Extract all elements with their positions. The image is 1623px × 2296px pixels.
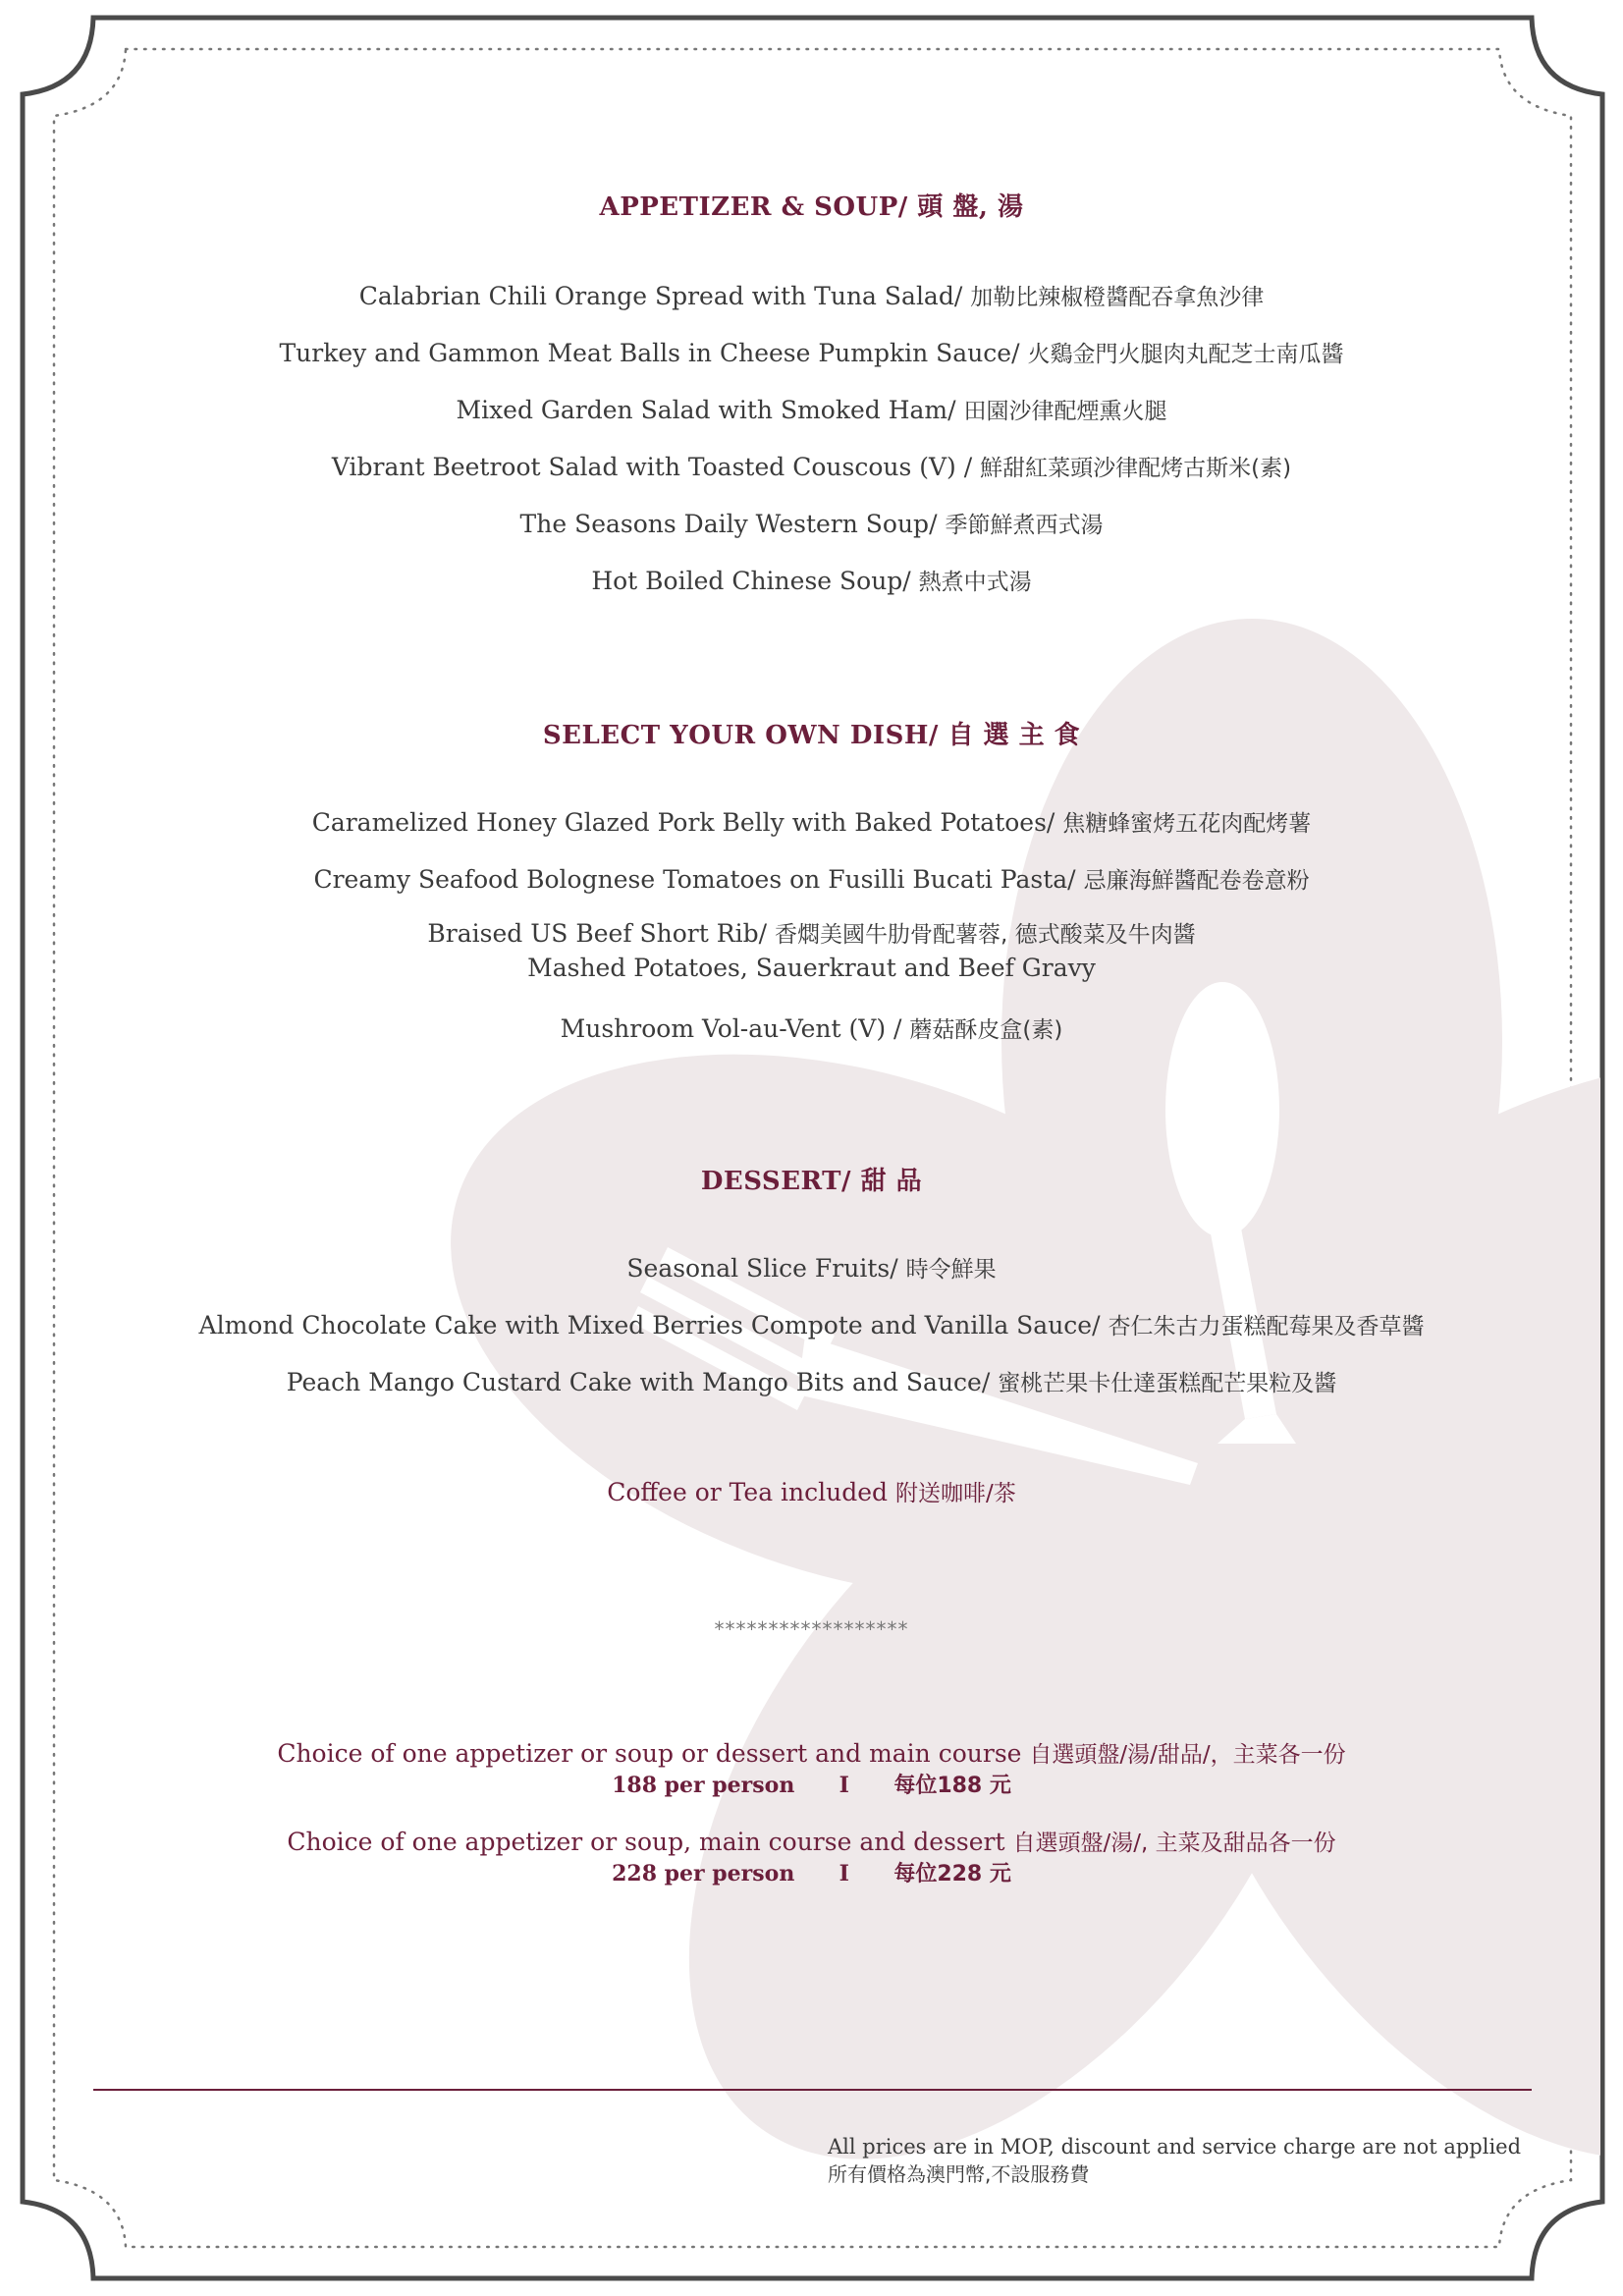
footer-divider bbox=[93, 2089, 1532, 2091]
menu-item-en: Caramelized Honey Glazed Pork Belly with Baked Potatoes/ bbox=[311, 808, 1055, 837]
price-divider: I bbox=[839, 1773, 849, 1798]
dessert-heading: DESSERT/ 甜 品 bbox=[700, 1167, 923, 1196]
menu-item-zh: 熱煮中式湯 bbox=[918, 570, 1032, 595]
price-option bbox=[0, 1827, 1623, 1889]
menu-item-en: Mixed Garden Salad with Smoked Ham/ bbox=[456, 396, 956, 424]
menu-item-en-line2: Mashed Potatoes, Sauerkraut and Beef Gravy bbox=[527, 954, 1096, 982]
menu-item-zh: 時令鮮果 bbox=[905, 1257, 997, 1283]
menu-item-en: Creamy Seafood Bolognese Tomatoes on Fusilli Bucati Pasta/ bbox=[313, 865, 1076, 894]
menu-item-en: Peach Mango Custard Cake with Mango Bits and Sauce/ bbox=[286, 1368, 991, 1396]
separator: ****************** bbox=[714, 1617, 909, 1641]
price-option-zh: 自選頭盤/湯/, 主菜及甜品各一份 bbox=[1012, 1831, 1336, 1856]
menu-item-zh: 蜜桃芒果卡仕達蛋糕配芒果粒及醬 bbox=[998, 1371, 1337, 1396]
menu-item bbox=[0, 279, 1623, 311]
menu-item-en: The Seasons Daily Western Soup/ bbox=[519, 510, 938, 538]
price-option-zh: 自選頭盤/湯/甜品/，主菜各一份 bbox=[1029, 1742, 1346, 1768]
menu-item bbox=[0, 917, 1623, 985]
menu-item bbox=[0, 862, 1623, 895]
menu-item bbox=[0, 1365, 1623, 1397]
menu-item-en: Almond Chocolate Cake with Mixed Berries Compote and Vanilla Sauce/ bbox=[198, 1311, 1101, 1339]
footer-note-zh: 所有價格為澳門幣,不設服務費 bbox=[828, 2162, 1090, 2186]
menu-item bbox=[0, 393, 1623, 425]
price-option bbox=[0, 1738, 1623, 1801]
price-en: 188 per person bbox=[612, 1773, 795, 1798]
menu-item bbox=[0, 1308, 1623, 1340]
menu-item-en: Turkey and Gammon Meat Balls in Cheese Pumpkin Sauce/ bbox=[279, 339, 1020, 367]
menu-item-en: Calabrian Chili Orange Spread with Tuna Salad/ bbox=[358, 282, 963, 310]
menu-item-en: Braised US Beef Short Rib/ bbox=[427, 919, 767, 948]
menu-item bbox=[0, 1251, 1623, 1284]
menu-item-zh: 鮮甜紅菜頭沙律配烤古斯米(素) bbox=[980, 456, 1292, 481]
menu-item-zh: 加勒比辣椒橙醬配吞拿魚沙律 bbox=[970, 285, 1265, 310]
footer-note-en: All prices are in MOP, discount and service charge are not applied bbox=[828, 2135, 1522, 2159]
menu-item-en: Hot Boiled Chinese Soup/ bbox=[591, 567, 911, 595]
price-en: 228 per person bbox=[612, 1861, 795, 1886]
menu-item-zh: 焦糖蜂蜜烤五花肉配烤薯 bbox=[1062, 811, 1312, 837]
menu-item-en: Mushroom Vol-au-Vent (V) / bbox=[560, 1014, 902, 1043]
beverage-zh: 附送咖啡/茶 bbox=[895, 1481, 1016, 1506]
menu-item-zh: 火鷄金門火腿肉丸配芝士南瓜醬 bbox=[1027, 342, 1344, 367]
appetizer-heading: APPETIZER & SOUP/ 頭 盤, 湯 bbox=[599, 192, 1024, 222]
menu-item bbox=[0, 507, 1623, 539]
menu-item-en: Seasonal Slice Fruits/ bbox=[626, 1254, 898, 1283]
menu-item bbox=[0, 564, 1623, 596]
beverage-en: Coffee or Tea included bbox=[607, 1478, 889, 1506]
footer-note bbox=[828, 2133, 1521, 2188]
menu-item-zh: 蘑菇酥皮盒(素) bbox=[909, 1017, 1063, 1043]
price-option-en: Choice of one appetizer or soup or dessert and main course bbox=[277, 1739, 1022, 1768]
menu-item-zh: 香燜美國牛肋骨配薯蓉, 德式酸菜及牛肉醬 bbox=[774, 922, 1196, 948]
price-option-en: Choice of one appetizer or soup, main course and dessert bbox=[287, 1828, 1005, 1856]
menu-item-en: Vibrant Beetroot Salad with Toasted Couscous (V) / bbox=[331, 453, 973, 481]
beverage-note bbox=[0, 1475, 1623, 1507]
menu-item bbox=[0, 450, 1623, 482]
main-dish-heading: SELECT YOUR OWN DISH/ 自 選 主 食 bbox=[542, 721, 1081, 750]
price-zh: 每位188 元 bbox=[893, 1774, 1011, 1798]
menu-item-zh: 田園沙律配煙熏火腿 bbox=[963, 399, 1167, 424]
menu-item bbox=[0, 336, 1623, 368]
menu-item bbox=[0, 1011, 1623, 1044]
menu-item-zh: 忌廉海鮮醬配卷卷意粉 bbox=[1083, 868, 1310, 894]
price-divider: I bbox=[839, 1861, 849, 1886]
menu-item-zh: 杏仁朱古力蛋糕配莓果及香草醬 bbox=[1108, 1314, 1425, 1339]
menu-item-zh: 季節鮮煮西式湯 bbox=[945, 513, 1104, 538]
price-zh: 每位228 元 bbox=[893, 1862, 1011, 1886]
menu-item bbox=[0, 805, 1623, 838]
